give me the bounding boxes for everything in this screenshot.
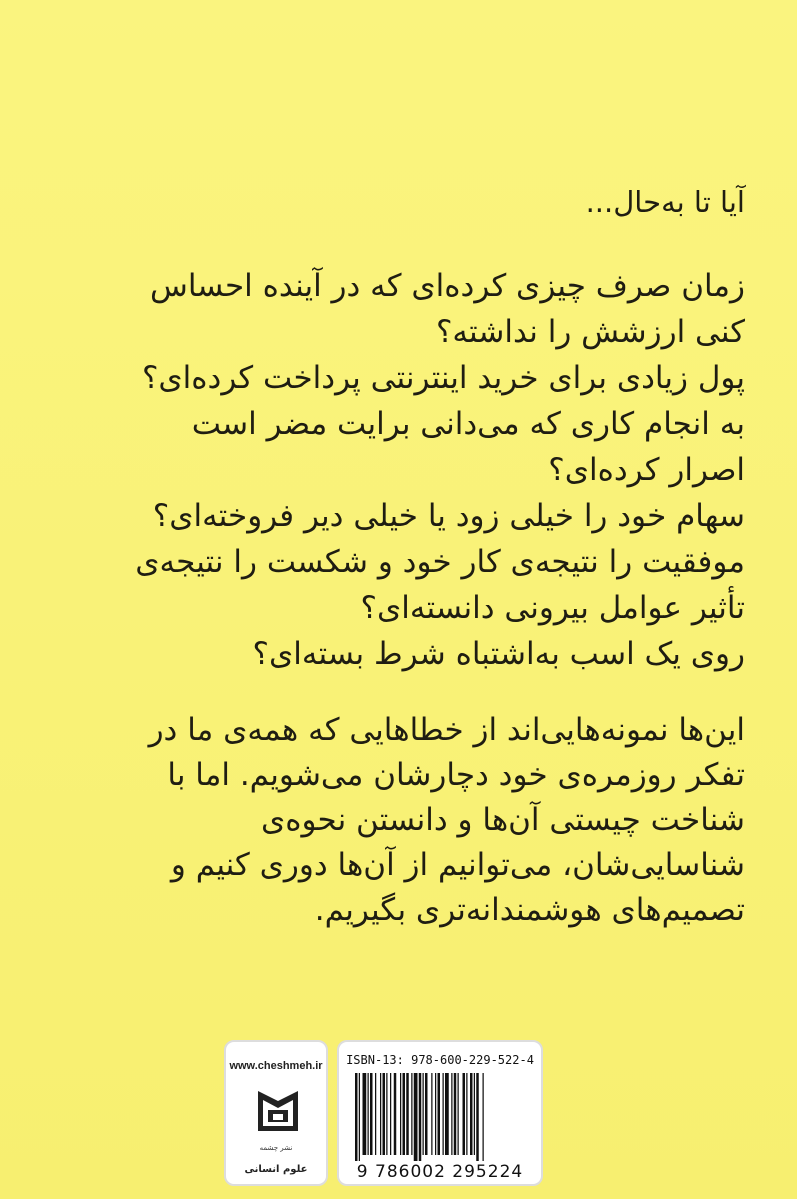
barcode-bar	[370, 1073, 373, 1155]
questions-list	[125, 263, 745, 677]
barcode-bar	[414, 1073, 418, 1161]
cheshmeh-logo-icon	[253, 1083, 303, 1139]
barcode-bar	[411, 1073, 412, 1155]
barcode-bar	[463, 1073, 466, 1155]
barcode-bar	[386, 1073, 387, 1155]
question-line: زمان صرف چیزی کرده‌ای که در آینده احساس	[150, 268, 745, 304]
question-line: روی یک اسب به‌اشتباه شرط بسته‌ای؟	[252, 636, 745, 672]
barcode-bar	[403, 1073, 406, 1155]
barcode-icon	[353, 1073, 531, 1161]
barcode-bar	[470, 1073, 473, 1155]
barcode-bar	[380, 1073, 381, 1155]
barcode-bar	[383, 1073, 386, 1155]
barcode-bar	[454, 1073, 457, 1155]
question-line: سهام خود را خیلی زود یا خیلی دیر فروخته‌ای؟	[152, 498, 745, 534]
barcode-bar	[438, 1073, 441, 1155]
barcode-bar	[435, 1073, 436, 1155]
barcode-bar	[363, 1073, 367, 1155]
barcode-bar	[359, 1073, 360, 1161]
question-line: پول زیادی برای خرید اینترنتی پرداخت کرده‌ای؟	[141, 360, 745, 396]
conclusion-line: شناسایی‌شان، می‌توانیم از آن‌ها دوری کنیم و	[170, 847, 745, 883]
isbn-barcode-panel	[337, 1040, 543, 1186]
conclusion-paragraph	[125, 708, 745, 933]
barcode-bar	[466, 1073, 467, 1155]
barcode-bar	[451, 1073, 452, 1155]
barcode-bar	[390, 1073, 391, 1155]
question-line: کنی ارزشش را نداشته؟	[435, 314, 745, 350]
barcode-bar	[443, 1073, 444, 1155]
intro-line: آیا تا به‌حال...	[585, 185, 745, 219]
barcode-bar	[368, 1073, 369, 1155]
barcode-bar	[375, 1073, 376, 1155]
question-line: موفقیت را نتیجه‌ی کار خود و شکست را نتیجه‌ی	[135, 544, 745, 580]
barcode-bar	[483, 1073, 484, 1161]
barcode-bar	[355, 1073, 358, 1161]
publisher-website[interactable]: www.cheshmeh.ir	[229, 1060, 323, 1072]
barcode-bar	[406, 1073, 409, 1155]
barcode-bar	[474, 1073, 475, 1155]
conclusion-line: تصمیم‌های هوشمندانه‌تری بگیریم.	[314, 892, 745, 928]
publisher-panel	[224, 1040, 328, 1186]
conclusion-line: این‌ها نمونه‌هایی‌اند از خطاهایی که همه‌ی ما در	[148, 712, 745, 748]
barcode-bar	[458, 1073, 459, 1155]
series-label: علوم انسانی	[244, 1164, 308, 1175]
question-line: اصرار کرده‌ای؟	[548, 452, 745, 488]
barcode-bar	[431, 1073, 432, 1155]
conclusion-line: شناخت چیستی آن‌ها و دانستن نحوه‌ی	[261, 802, 745, 838]
barcode-digits: 9 786002 295224	[356, 1162, 524, 1182]
question-line: تأثیر عوامل بیرونی دانسته‌ای؟	[360, 590, 745, 626]
conclusion-line: تفکر روزمره‌ی خود دچارشان می‌شویم. اما با	[167, 757, 745, 793]
barcode-bar	[476, 1073, 479, 1161]
barcode-bar	[419, 1073, 422, 1161]
barcode-bar	[400, 1073, 401, 1155]
intro-heading	[125, 182, 745, 222]
barcode-bar	[445, 1073, 449, 1155]
barcode-bar	[425, 1073, 428, 1155]
isbn-label: ISBN-13: 978-600-229-522-4	[346, 1053, 534, 1067]
barcode-bar	[394, 1073, 397, 1155]
question-line: به انجام کاری که می‌دانی برایت مضر است	[191, 406, 745, 442]
publisher-name: نشر چشمه	[259, 1144, 293, 1152]
barcode-bar	[423, 1073, 424, 1155]
